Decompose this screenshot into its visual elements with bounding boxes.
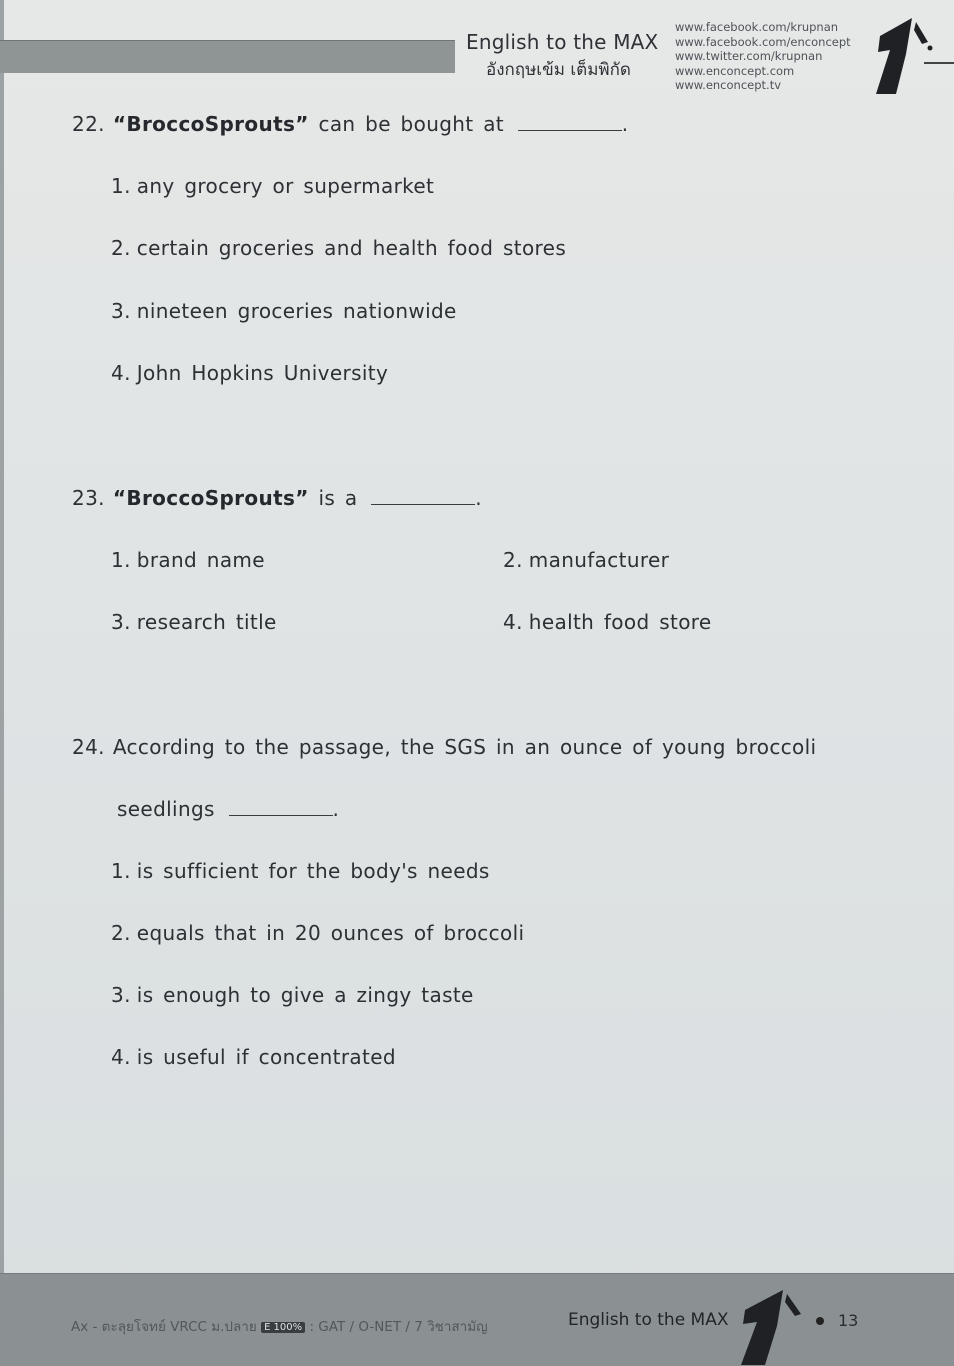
option-text: is sufficient for the body's needs	[136, 859, 490, 883]
option-text: brand name	[136, 548, 265, 572]
option-number: 1.	[111, 548, 131, 572]
question-23	[72, 486, 482, 510]
footer-badge: E 100%	[261, 1322, 305, 1333]
question-number: 23.	[72, 486, 105, 510]
enconcept-logo-icon	[735, 1288, 811, 1365]
link-twitter-krupnan[interactable]: www.twitter.com/krupnan	[675, 49, 823, 63]
question-number: 24.	[72, 735, 105, 759]
header-links	[675, 20, 875, 93]
option-number: 4.	[503, 610, 523, 634]
option-number: 3.	[111, 610, 131, 634]
option-text: equals that in 20 ounces of broccoli	[136, 921, 525, 945]
option-number: 4.	[111, 1045, 131, 1069]
option-text: certain groceries and health food stores	[136, 236, 567, 260]
option-text: manufacturer	[528, 548, 670, 572]
option-number: 2.	[503, 548, 523, 572]
footer-book-title	[71, 1315, 488, 1337]
option-text: is useful if concentrated	[136, 1045, 396, 1069]
link-facebook-krupnan[interactable]: www.facebook.com/krupnan	[675, 20, 839, 34]
footer-exams: : GAT / O-NET / 7 วิชาสามัญ	[309, 1319, 488, 1335]
q23-option-4[interactable]	[503, 610, 712, 634]
question-24	[72, 735, 816, 759]
option-number: 3.	[111, 983, 131, 1007]
answer-blank	[518, 114, 622, 131]
answer-blank	[229, 799, 333, 816]
q24-option-1[interactable]	[111, 859, 490, 883]
link-enconcept-com[interactable]: www.enconcept.com	[675, 63, 795, 78]
q22-option-4[interactable]	[111, 361, 388, 385]
q22-option-3[interactable]	[111, 299, 457, 323]
question-end: .	[621, 112, 629, 136]
footer-series: Ax - ตะลุยโจทย์ VRCC ม.ปลาย	[71, 1319, 257, 1335]
question-stem: can be bought at	[318, 112, 504, 136]
q23-option-3[interactable]	[111, 610, 277, 634]
option-number: 2.	[111, 921, 131, 945]
quote-close: ”	[295, 486, 309, 510]
header-title: English to the MAX	[466, 30, 659, 54]
quote-open: “	[112, 112, 127, 136]
header-rule	[924, 62, 954, 64]
question-stem: is a	[318, 486, 358, 510]
q24-option-3[interactable]	[111, 983, 474, 1007]
footer-bullet	[816, 1317, 824, 1325]
header-subtitle: อังกฤษเข้ม เต็มพิกัด	[486, 60, 631, 80]
question-end: .	[475, 486, 482, 510]
option-text: is enough to give a zingy taste	[136, 983, 474, 1007]
page-number: 13	[838, 1311, 859, 1330]
enconcept-logo-icon	[872, 14, 934, 96]
header-bar	[0, 40, 455, 73]
question-stem-line1: According to the passage, the SGS in an ounce of young broccoli	[112, 735, 817, 759]
option-text: John Hopkins University	[136, 361, 389, 385]
option-number: 4.	[111, 361, 131, 385]
question-number: 22.	[72, 112, 105, 136]
option-number: 1.	[111, 174, 131, 198]
question-22	[72, 112, 628, 136]
link-enconcept-tv[interactable]: www.enconcept.tv	[675, 78, 782, 92]
q22-option-1[interactable]	[111, 174, 434, 198]
option-number: 3.	[111, 299, 131, 323]
option-text: any grocery or supermarket	[136, 174, 435, 198]
question-24-continued	[117, 797, 339, 821]
q24-option-4[interactable]	[111, 1045, 396, 1069]
question-stem-line2: seedlings	[117, 797, 215, 821]
question-subject: BroccoSprouts	[126, 112, 296, 136]
link-facebook-enconcept[interactable]: www.facebook.com/enconcept	[675, 34, 851, 49]
option-text: research title	[136, 610, 277, 634]
q22-option-2[interactable]	[111, 236, 566, 260]
q23-option-2[interactable]	[503, 548, 669, 572]
question-subject: BroccoSprouts	[126, 486, 296, 510]
question-end: .	[332, 797, 340, 821]
option-text: health food store	[528, 610, 712, 634]
option-number: 1.	[111, 859, 131, 883]
answer-blank	[371, 488, 475, 505]
option-number: 2.	[111, 236, 131, 260]
q23-option-1[interactable]	[111, 548, 265, 572]
page-edge	[0, 0, 4, 1365]
footer-brand: English to the MAX	[568, 1310, 729, 1330]
quote-open: “	[112, 486, 127, 510]
q24-option-2[interactable]	[111, 921, 524, 945]
option-text: nineteen groceries nationwide	[136, 299, 457, 323]
quote-close: ”	[295, 112, 309, 136]
